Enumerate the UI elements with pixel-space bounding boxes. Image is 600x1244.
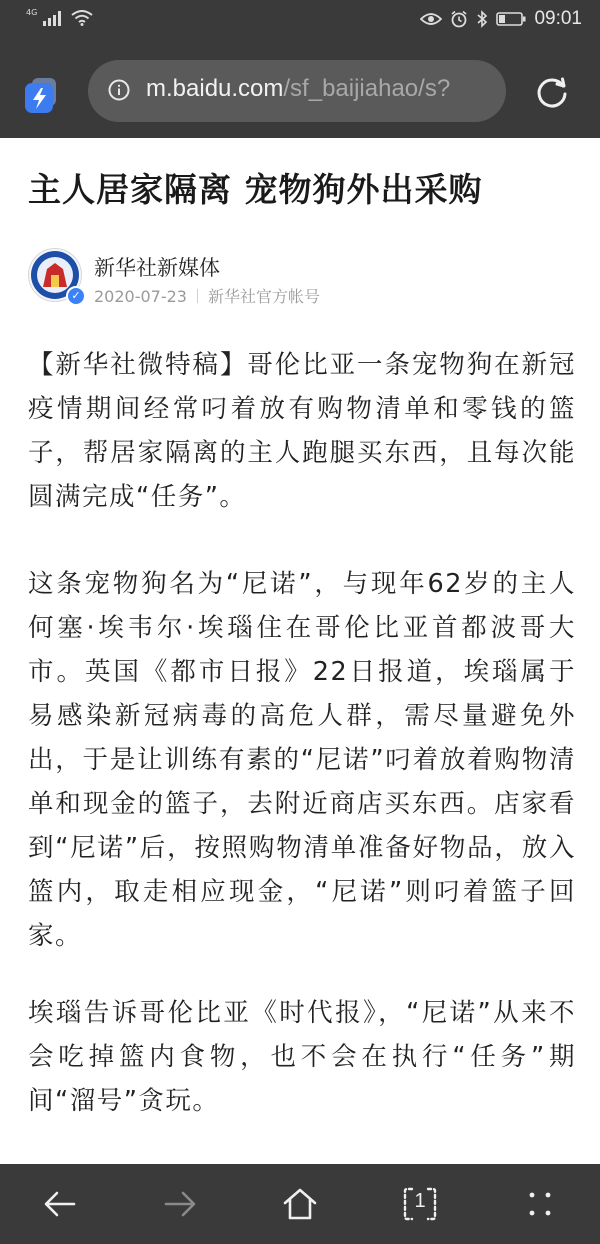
home-button[interactable] — [280, 1184, 320, 1224]
url-text[interactable] — [146, 75, 450, 103]
back-arrow-icon — [40, 1184, 80, 1224]
forward-arrow-icon — [160, 1184, 200, 1224]
url-host: m.baidu.com — [146, 75, 284, 102]
more-button[interactable] — [520, 1184, 560, 1224]
more-icon — [520, 1184, 560, 1224]
network-type: 4G — [26, 7, 38, 17]
refresh-icon — [532, 72, 572, 112]
refresh-button[interactable] — [532, 72, 572, 112]
author-name[interactable]: 新华社新媒体 — [94, 256, 220, 280]
forward-button[interactable] — [160, 1184, 200, 1224]
account-type: 新华社官方帐号 — [207, 287, 320, 306]
bottom-nav — [0, 1164, 600, 1244]
article-paragraph: 埃瑙告诉哥伦比亚《时代报》，“尼诺”从来不会吃掉篮内食物，也不会在执行“任务”期间“溜号”贪玩。 — [28, 998, 576, 1116]
alarm-icon — [450, 10, 468, 28]
info-icon[interactable] — [108, 79, 130, 101]
article-title: 主人居家隔离 宠物狗外出采购 — [28, 170, 483, 209]
wifi-icon — [71, 10, 93, 26]
article-paragraph: 【新华社微特稿】哥伦比亚一条宠物狗在新冠疫情期间经常叼着放有购物清单和零钱的篮子，帮居家隔离的主人跑腿买东西，且每次能圆满完成“任务”。 — [28, 350, 576, 512]
bluetooth-icon — [476, 10, 488, 28]
browser-toolbar — [0, 44, 600, 138]
clock: 09:01 — [534, 8, 582, 29]
meta-divider — [197, 289, 198, 303]
home-icon — [280, 1184, 320, 1224]
tab-count: 1 — [414, 1190, 426, 1212]
baidu-home-button[interactable] — [22, 76, 62, 116]
signal-icon — [43, 10, 65, 26]
author-info[interactable] — [28, 248, 576, 312]
lightning-icon — [22, 76, 62, 116]
back-button[interactable] — [40, 1184, 80, 1224]
author-meta — [94, 284, 320, 307]
verified-badge-icon: ✓ — [66, 286, 86, 306]
article-paragraph: 这条宠物狗名为“尼诺”，与现年62岁的主人何塞·埃韦尔·埃瑙住在哥伦比亚首都波哥大市。英国《都市日报》22日报道，埃瑙属于易感染新冠病毒的高危人群，需尽量避免外出，于是让训练有素的“尼诺”叼着放着购物清单和现金的篮子，去附近商店买东西。店家看到“尼诺”后，按照购物清单准备好物品，放入篮内，取走相应现金，“尼诺”则叼着篮子回家。 — [28, 569, 576, 951]
tabs-button[interactable] — [400, 1184, 440, 1224]
battery-icon — [496, 11, 526, 27]
url-path: /sf_baijiahao/s? — [283, 75, 451, 102]
publish-date: 2020-07-23 — [94, 287, 187, 306]
status-bar — [0, 0, 600, 44]
address-bar[interactable] — [88, 60, 506, 122]
eye-icon — [420, 11, 442, 27]
